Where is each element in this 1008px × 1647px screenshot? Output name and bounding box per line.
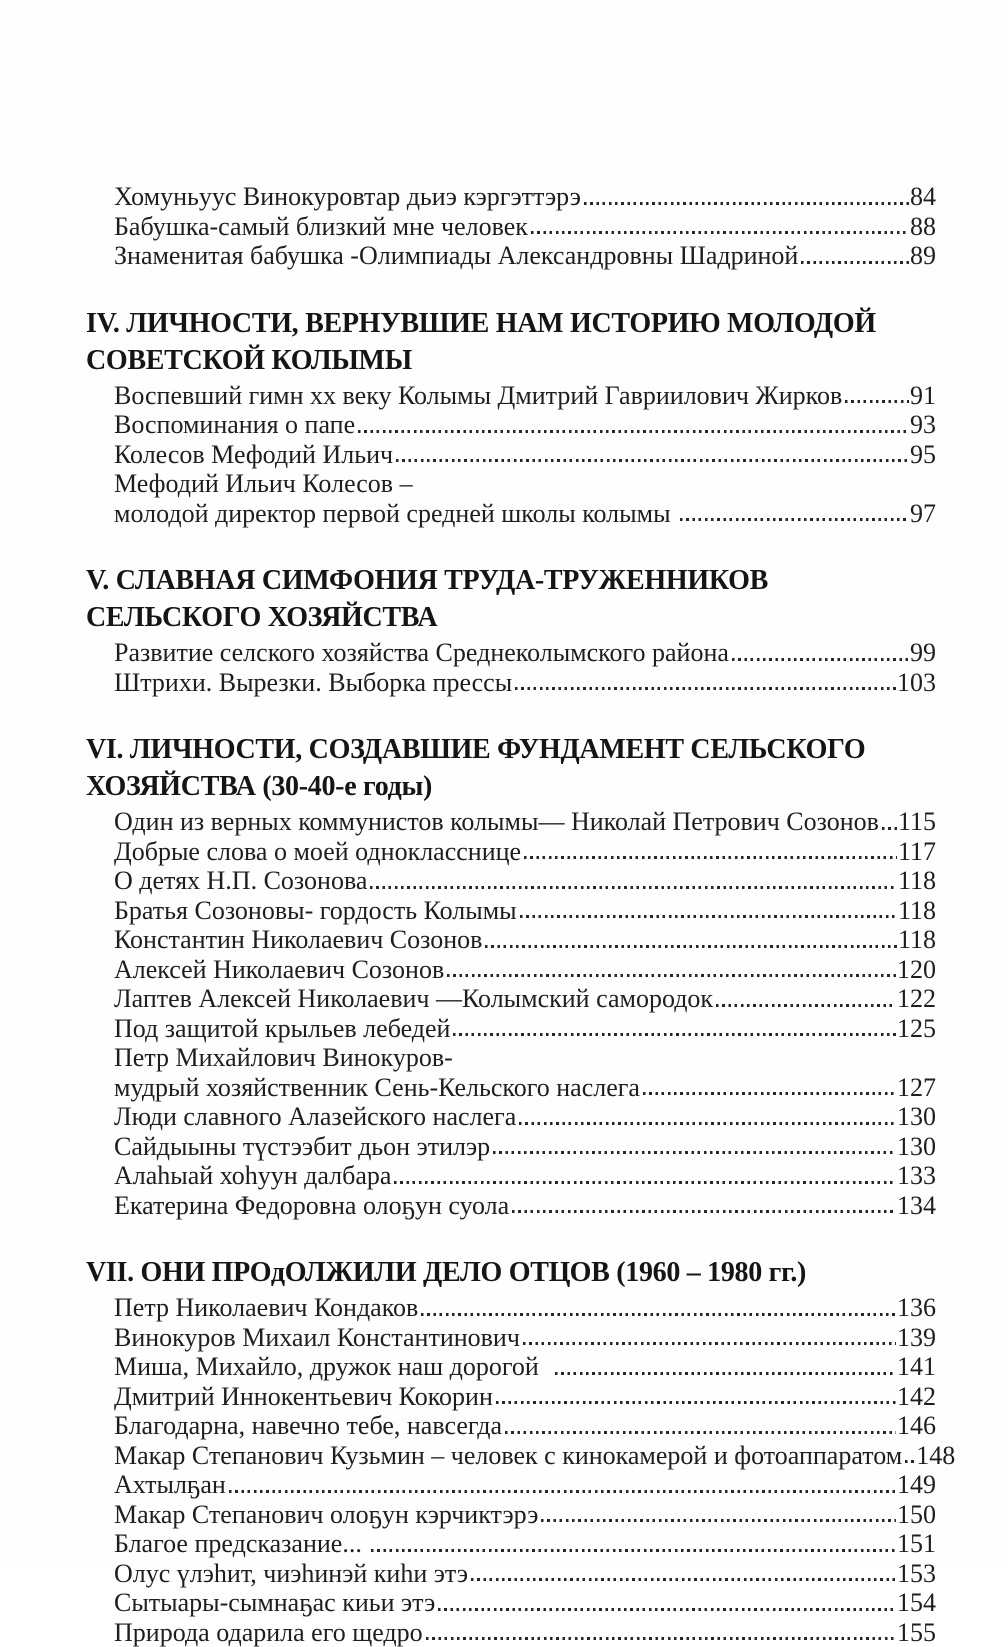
- toc-entry: [86, 638, 936, 668]
- toc-entry-page-number: 97: [910, 499, 936, 529]
- dot-leader: [447, 974, 896, 977]
- toc-entry: [86, 807, 936, 837]
- dot-leader: [555, 1372, 896, 1375]
- toc-entry-page-number: 88: [910, 212, 936, 242]
- toc-entry-title: Олус үлэһит, чиэһинэй киһи этэ: [114, 1559, 468, 1589]
- toc-entry-title: Миша, Михайло, дружок наш дорогой: [114, 1352, 552, 1382]
- toc-entry: [86, 1470, 936, 1500]
- toc-entry-title: Лаптев Алексей Николаевич —Колымский самородок: [114, 984, 713, 1014]
- toc-entry: [86, 1323, 936, 1353]
- toc-entry-title: Мефодий Ильич Колесов –: [114, 469, 413, 499]
- toc-entry: [86, 1411, 936, 1441]
- toc-entry-title: мудрый хозяйственник Сень-Кельского наслега: [114, 1073, 640, 1103]
- toc-entry-title: Развитие селского хозяйства Среднеколымского района: [114, 638, 729, 668]
- toc-section: [86, 305, 936, 529]
- toc-entry-title: Добрые слова о моей однокласснице: [114, 837, 521, 867]
- toc-entry-title: Дмитрий Иннокентьевич Кокорин: [114, 1382, 493, 1412]
- toc-entry: [86, 1529, 936, 1559]
- toc-entry: [86, 1441, 936, 1471]
- dot-leader: [905, 1460, 915, 1463]
- toc-section-entries: [86, 182, 936, 271]
- toc-entry-page-number: 84: [910, 182, 936, 212]
- dot-leader: [493, 1151, 896, 1154]
- toc-entry: [86, 1352, 936, 1382]
- toc-entry: [86, 381, 936, 411]
- toc-section: [86, 182, 936, 271]
- dot-leader: [643, 1092, 896, 1095]
- toc-entry: [86, 1161, 936, 1191]
- dot-leader: [882, 827, 897, 830]
- toc-entry-page-number: 139: [897, 1323, 936, 1353]
- toc-entry: [86, 955, 936, 985]
- toc-section-heading: VII. ОНИ ПРОдОЛЖИЛИ ДЕЛО ОТЦОВ (1960 – 1980 гг.): [86, 1254, 936, 1291]
- toc-entry: [86, 1618, 936, 1647]
- toc-entry: [86, 1588, 936, 1618]
- toc-entry-page-number: 125: [897, 1014, 936, 1044]
- toc-entry-title: Сайдыыны түстээбит дьон этилэр: [114, 1132, 490, 1162]
- toc-entry-page-number: 130: [897, 1102, 936, 1132]
- dot-leader: [515, 687, 896, 690]
- dot-leader: [396, 459, 909, 462]
- toc-section: [86, 1254, 936, 1647]
- toc-entry: [86, 212, 936, 242]
- toc-section-entries: [86, 638, 936, 697]
- dot-leader: [229, 1490, 896, 1493]
- toc-entry: [86, 499, 936, 529]
- toc-entry-page-number: 120: [897, 955, 936, 985]
- toc-entry-title: Воспоминания о папе: [114, 410, 355, 440]
- dot-leader: [524, 856, 897, 859]
- toc-entry: [86, 866, 936, 896]
- toc-entry-page-number: 149: [897, 1470, 936, 1500]
- toc-entry: [86, 410, 936, 440]
- dot-leader: [496, 1401, 896, 1404]
- toc-entry: [86, 668, 936, 698]
- dot-leader: [732, 658, 909, 661]
- toc-entry: [86, 1073, 936, 1103]
- toc-entry-page-number: 134: [897, 1191, 936, 1221]
- toc-entry-title: Винокуров Михаил Константинович: [114, 1323, 520, 1353]
- toc-entry: [86, 1132, 936, 1162]
- dot-leader: [680, 518, 909, 521]
- dot-leader: [531, 231, 909, 234]
- toc-section-heading: VI. ЛИЧНОСТИ, СОЗДАВШИЕ ФУНДАМЕНТ СЕЛЬСКОГО ХОЗЯЙСТВА (30-40-е годы): [86, 731, 936, 805]
- toc-entry-page-number: 103: [897, 668, 936, 698]
- toc-entry-title: О детях Н.П. Созонова: [114, 866, 367, 896]
- toc-entry-title: Хомуньуус Винокуровтар дьиэ кэргэттэрэ: [114, 182, 581, 212]
- toc-section: [86, 562, 936, 697]
- toc-entry: [86, 1500, 936, 1530]
- toc-entry: [86, 925, 936, 955]
- toc-entry-page-number: 122: [897, 984, 936, 1014]
- dot-leader: [801, 261, 909, 264]
- toc-entry-title: Благодарна, навечно тебе, навсегда: [114, 1411, 502, 1441]
- dot-leader: [520, 915, 897, 918]
- toc-entry-title: Знаменитая бабушка -Олимпиады Александровны Шадриной: [114, 241, 798, 271]
- dot-leader: [845, 400, 909, 403]
- toc-entry: [86, 1043, 936, 1073]
- toc-entry: [86, 984, 936, 1014]
- dot-leader: [716, 1004, 896, 1007]
- dot-leader: [512, 1210, 896, 1213]
- toc-entry: [86, 1191, 936, 1221]
- toc-entry: [86, 469, 936, 499]
- toc-entry-page-number: 141: [897, 1352, 936, 1382]
- toc-entry-page-number: 117: [898, 837, 936, 867]
- dot-leader: [438, 1608, 896, 1611]
- toc-entry-page-number: 150: [897, 1500, 936, 1530]
- toc-entry: [86, 1559, 936, 1589]
- dot-leader: [426, 1637, 896, 1640]
- toc-entry-page-number: 130: [897, 1132, 936, 1162]
- dot-leader: [523, 1342, 896, 1345]
- toc-entry-title: молодой директор первой средней школы колымы: [114, 499, 677, 529]
- dot-leader: [519, 1122, 896, 1125]
- toc-entry-page-number: 89: [910, 241, 936, 271]
- toc-entry: [86, 1102, 936, 1132]
- toc-entry-page-number: 118: [898, 896, 936, 926]
- toc-entry-title: Константин Николаевич Созонов: [114, 925, 482, 955]
- toc-section-heading: V. СЛАВНАЯ СИМФОНИЯ ТРУДА-ТРУЖЕННИКОВ СЕЛЬСКОГО ХОЗЯЙСТВА: [86, 562, 936, 636]
- toc-entry-title: Штрихи. Вырезки. Выборка прессы: [114, 668, 512, 698]
- toc-entry-title: Бабушка-самый близкий мне человек: [114, 212, 528, 242]
- toc-entry: [86, 896, 936, 926]
- toc-section: [86, 731, 936, 1220]
- toc-entry-title: Макар Степанович Кузьмин – человек с кинокамерой и фотоаппаратом: [114, 1441, 902, 1471]
- toc-entry-title: Под защитой крыльев лебедей: [114, 1014, 450, 1044]
- toc-section-entries: [86, 1293, 936, 1647]
- toc-section-entries: [86, 807, 936, 1220]
- toc-entry-title: Петр Николаевич Кондаков: [114, 1293, 418, 1323]
- dot-leader: [421, 1313, 896, 1316]
- dot-leader: [541, 1519, 896, 1522]
- toc-entry: [86, 1014, 936, 1044]
- toc-entry-page-number: 118: [898, 866, 936, 896]
- toc-entry-title: Воспевший гимн хх веку Колымы Дмитрий Гавриилович Жирков: [114, 381, 842, 411]
- dot-leader: [471, 1578, 896, 1581]
- toc-entry-title: Колесов Мефодий Ильич: [114, 440, 393, 470]
- toc-entry: [86, 1293, 936, 1323]
- dot-leader: [485, 945, 896, 948]
- table-of-contents: [86, 182, 936, 1647]
- toc-entry-page-number: 91: [910, 381, 936, 411]
- dot-leader: [394, 1181, 896, 1184]
- dot-leader: [358, 430, 909, 433]
- toc-entry-title: Природа одарила его щедро: [114, 1618, 423, 1647]
- toc-entry-title: Люди славного Алазейского наслега: [114, 1102, 516, 1132]
- toc-entry-page-number: 118: [898, 925, 936, 955]
- toc-entry-title: Алексей Николаевич Созонов: [114, 955, 444, 985]
- toc-entry-page-number: 115: [898, 807, 936, 837]
- toc-entry-title: Один из верных коммунистов колымы— Николай Петрович Созонов: [114, 807, 879, 837]
- dot-leader: [584, 202, 909, 205]
- toc-entry-page-number: 155: [897, 1618, 936, 1647]
- toc-entry-title: Екатерина Федоровна олоҕун суола: [114, 1191, 509, 1221]
- toc-entry: [86, 440, 936, 470]
- dot-leader: [371, 1549, 896, 1552]
- toc-section-heading: IV. ЛИЧНОСТИ, ВЕРНУВШИЕ НАМ ИСТОРИЮ МОЛОДОЙ СОВЕТСКОЙ КОЛЫМЫ: [86, 305, 936, 379]
- toc-entry-page-number: 154: [897, 1588, 936, 1618]
- toc-entry-title: Сытыары-сымнаҕас киьи этэ: [114, 1588, 435, 1618]
- toc-entry-page-number: 153: [897, 1559, 936, 1589]
- toc-entry-page-number: 136: [897, 1293, 936, 1323]
- toc-entry: [86, 1382, 936, 1412]
- toc-entry-title: Благое предсказание...: [114, 1529, 368, 1559]
- dot-leader: [453, 1033, 896, 1036]
- toc-entry-title: Ахтылҕан: [114, 1470, 226, 1500]
- toc-entry-page-number: 146: [897, 1411, 936, 1441]
- toc-section-entries: [86, 381, 936, 529]
- dot-leader: [505, 1431, 896, 1434]
- toc-entry-page-number: 93: [910, 410, 936, 440]
- toc-entry-page-number: 99: [910, 638, 936, 668]
- toc-entry-title: Макар Степанович олоҕун кэрчиктэрэ: [114, 1500, 538, 1530]
- toc-entry-page-number: 95: [910, 440, 936, 470]
- toc-entry-page-number: 151: [897, 1529, 936, 1559]
- toc-entry-title: Братья Созоновы- гордость Колымы: [114, 896, 517, 926]
- toc-entry-page-number: 142: [897, 1382, 936, 1412]
- toc-entry: [86, 837, 936, 867]
- dot-leader: [370, 886, 897, 889]
- toc-entry-page-number: 148: [916, 1441, 955, 1471]
- toc-entry: [86, 182, 936, 212]
- toc-entry-title: Петр Михайлович Винокуров-: [114, 1043, 453, 1073]
- toc-entry-page-number: 133: [897, 1161, 936, 1191]
- toc-entry-title: Алаһыай хоһуун далбара: [114, 1161, 391, 1191]
- toc-entry: [86, 241, 936, 271]
- toc-entry-page-number: 127: [897, 1073, 936, 1103]
